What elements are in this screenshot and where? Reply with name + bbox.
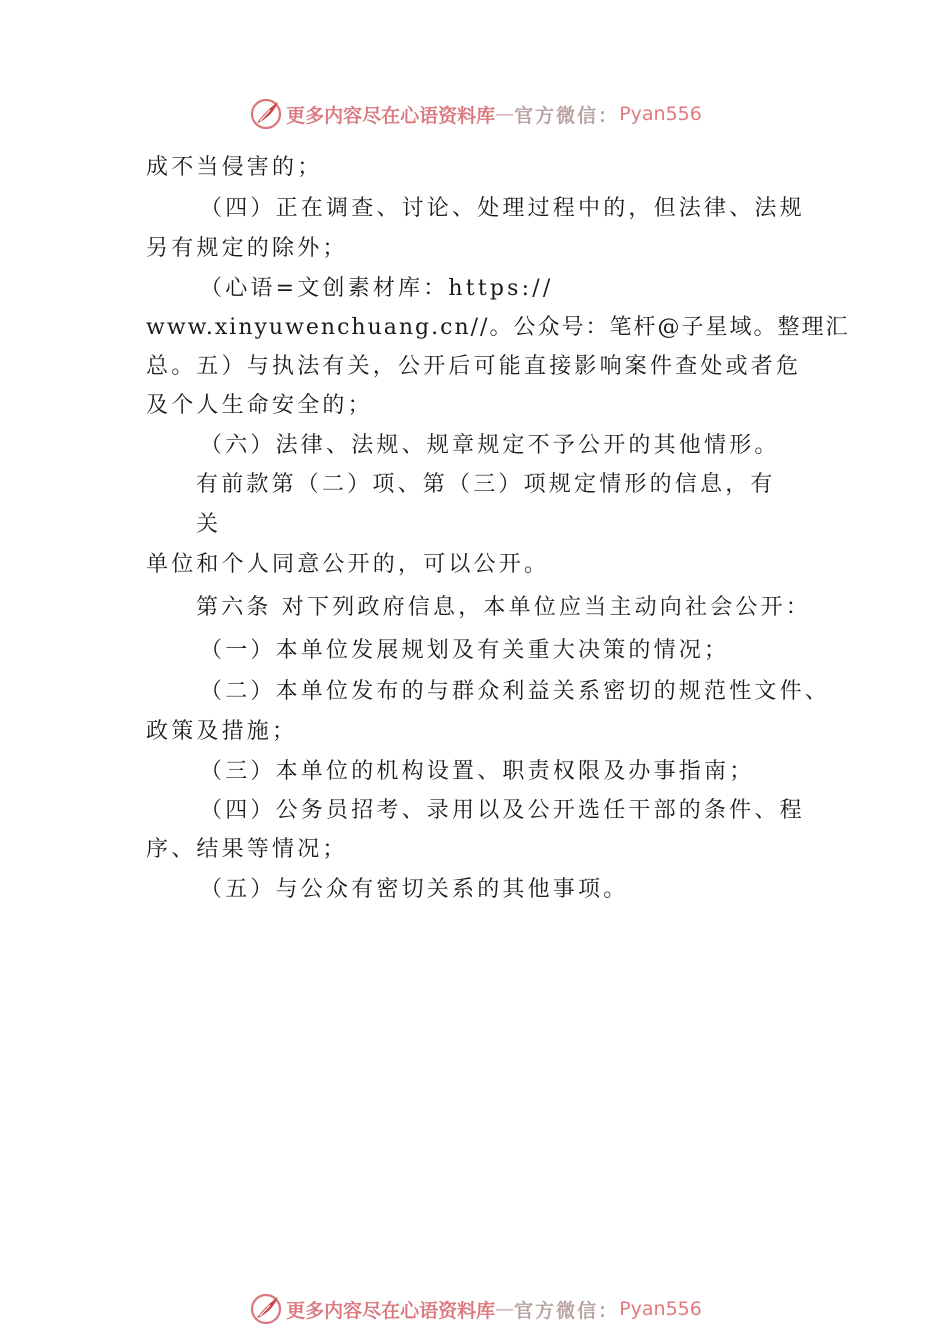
body-line: （四）正在调查、讨论、处理过程中的，但法律、法规 (200, 196, 805, 221)
body-line: 序、结果等情况； (146, 837, 348, 862)
banner-site-text: 更多内容尽在心语资料库 (286, 1299, 496, 1322)
body-line: 有前款第（二）项、第（三）项规定情形的信息，有 (196, 472, 776, 497)
body-line: www.xinyuwenchuang.cn//。公众号：笔杆@子星域。整理汇 (146, 315, 850, 340)
body-line: 另有规定的除外； (146, 236, 348, 261)
banner-wechat-id: Pyan556 (619, 1298, 702, 1320)
body-line: （一）本单位发展规划及有关重大决策的情况； (200, 638, 730, 663)
banner-label: 官方微信： (514, 1299, 620, 1322)
body-line: 单位和个人同意公开的，可以公开。 (146, 552, 550, 577)
body-line: 政策及措施； (146, 719, 298, 744)
body-line: 关 (196, 512, 222, 537)
banner-label: 官方微信： (514, 104, 620, 127)
body-line: （心语=文创素材库：https:// (200, 276, 554, 301)
body-line: 总。五）与执法有关，公开后可能直接影响案件查处或者危 (146, 354, 802, 379)
quill-pen-logo-icon (248, 1291, 284, 1327)
footer-banner (0, 1289, 950, 1329)
banner-dash: — (495, 103, 515, 125)
header-banner (0, 94, 950, 134)
body-line: （二）本单位发布的与群众利益关系密切的规范性文件、 (200, 679, 831, 704)
banner-wechat-id: Pyan556 (619, 103, 702, 125)
quill-pen-logo-icon (248, 96, 284, 132)
body-line: （四）公务员招考、录用以及公开选任干部的条件、程 (200, 798, 805, 823)
banner-site-text: 更多内容尽在心语资料库 (286, 104, 496, 127)
body-line: （五）与公众有密切关系的其他事项。 (200, 877, 629, 902)
article-heading-line: 第六条 对下列政府信息，本单位应当主动向社会公开： (196, 595, 811, 620)
banner-dash: — (495, 1298, 515, 1320)
body-line: （三）本单位的机构设置、职责权限及办事指南； (200, 759, 755, 784)
body-line: 成不当侵害的； (146, 155, 323, 180)
body-line: 及个人生命安全的； (146, 393, 373, 418)
body-line: （六）法律、法规、规章规定不予公开的其他情形。 (200, 433, 780, 458)
